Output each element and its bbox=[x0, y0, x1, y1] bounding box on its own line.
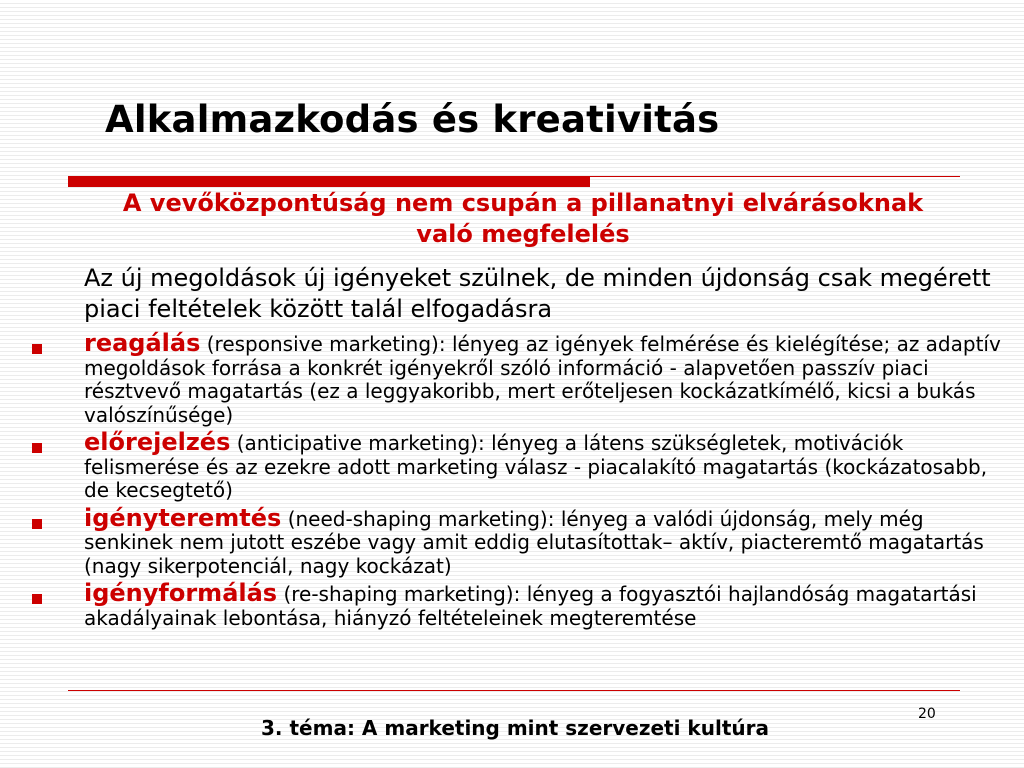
bullet-item-igenyteremtes bbox=[0, 503, 1024, 579]
slide-title: Alkalmazkodás és kreativitás bbox=[105, 98, 720, 141]
footer-divider bbox=[68, 690, 960, 691]
bullet-description: (need-shaping marketing): lényeg a valódi újdonság, mely még senkinek nem jutott eszébe vagy amit eddig elutasítottak– aktív, piacteremtő magatartás (nagy sikerpotenciál, nagy kockázat) bbox=[84, 506, 984, 578]
bullet-item-reagalas bbox=[0, 329, 1024, 427]
red-square-bullet-icon bbox=[32, 594, 42, 604]
red-square-bullet-icon bbox=[32, 519, 42, 529]
title-underline-thick bbox=[68, 176, 590, 187]
bullet-description: (responsive marketing): lényeg az igények felmérése és kielégítése; az adaptív megoldások forrása a konkrét igényekről szóló információ - alapvetően passzív piaci résztvevő magatartás (ez a leggyakoribb, mert erőteljesen kockázatkímélő, kicsi a bukás valószínűsége) bbox=[84, 332, 1001, 427]
bullet-text bbox=[84, 503, 1004, 579]
title-underline-thin bbox=[590, 176, 960, 177]
bullet-description: (re-shaping marketing): lényeg a fogyasztói hajlandóság magatartási akadályainak lebontása, hiányzó feltételeinek megteremtése bbox=[84, 582, 977, 630]
red-square-bullet-icon bbox=[32, 344, 42, 354]
red-square-bullet-icon bbox=[32, 443, 42, 453]
bullet-text bbox=[84, 329, 1004, 427]
bullet-term: igényformálás bbox=[84, 579, 278, 607]
slide-subtitle: A vevőközpontúság nem csupán a pillanatnyi elvárásoknak való megfelelés bbox=[122, 189, 924, 248]
footer-title: 3. téma: A marketing mint szervezeti kultúra bbox=[261, 716, 769, 740]
bullet-item-elorejelzes bbox=[0, 428, 1024, 503]
bullet-term: igényteremtés bbox=[84, 503, 282, 532]
bullet-term: előrejelzés bbox=[84, 428, 231, 456]
bullet-text bbox=[84, 428, 1004, 503]
page-number: 20 bbox=[918, 706, 936, 722]
intro-paragraph: Az új megoldások új igényeket szülnek, de minden újdonság csak megérett piaci feltételek között talál elfogadásra bbox=[84, 264, 991, 323]
bullet-item-igenyformalas bbox=[0, 579, 1024, 630]
bullet-term: reagálás bbox=[84, 329, 201, 357]
bullet-list bbox=[0, 329, 1024, 634]
bullet-text bbox=[84, 579, 1004, 630]
bullet-description: (anticipative marketing): lényeg a látens szükségletek, motivációk felismerése és az ezekre adott marketing válasz - piacalakító magatartás (kockázatosabb, de kecsegtető) bbox=[84, 431, 988, 502]
